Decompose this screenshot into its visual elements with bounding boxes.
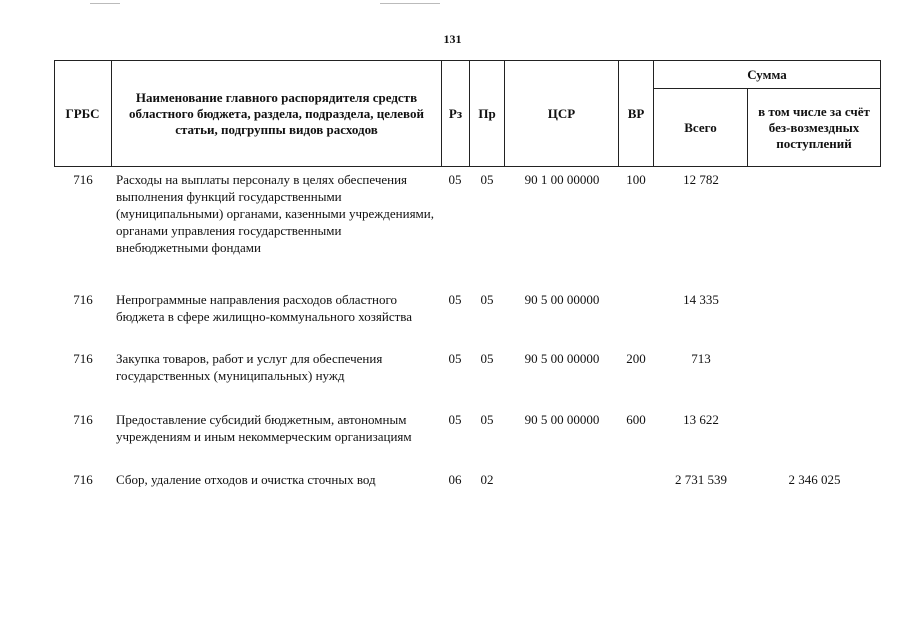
header-name: Наименование главного распорядителя средств областного бюджета, раздела, подраздела, целевой статьи, подгруппы видов расходов	[129, 89, 424, 137]
table-row	[54, 411, 881, 466]
cell-pr: 05	[480, 412, 494, 427]
cell-total: 2 731 539	[675, 472, 727, 487]
header-free: в том числе за счёт без-возмездных поступлений	[758, 103, 870, 151]
cell-csr: 90 1 00 00000	[524, 172, 600, 187]
cell-rz: 06	[448, 472, 462, 487]
cell-grbs: 716	[73, 412, 93, 427]
cell-name: Предоставление субсидий бюджетным, автономным учреждениям и иным некоммерческим организациям	[116, 412, 412, 444]
cell-rz: 05	[448, 292, 462, 307]
cell-vr: 100	[626, 172, 646, 187]
cell-grbs: 716	[73, 351, 93, 366]
cell-csr: 90 5 00 00000	[524, 412, 600, 427]
table-row	[54, 471, 881, 491]
header-grbs: ГРБС	[65, 105, 100, 121]
cell-grbs: 716	[73, 472, 93, 487]
cell-rz: 05	[448, 172, 462, 187]
header-pr: Пр	[478, 105, 496, 121]
cell-name: Непрограммные направления расходов областного бюджета в сфере жилищно-коммунального хозяйства	[116, 292, 413, 324]
scan-mark-top-center	[380, 3, 440, 4]
cell-name: Расходы на выплаты персоналу в целях обеспечения выполнения функций государственными (муниципальными) органами, казенными учреждениями, органами управления государственными внебюджетными фондами	[116, 172, 434, 255]
header-rz: Рз	[448, 105, 463, 121]
cell-total: 14 335	[683, 292, 719, 307]
cell-pr: 05	[480, 351, 494, 366]
scan-mark-top-left	[90, 3, 120, 4]
cell-name: Закупка товаров, работ и услуг для обеспечения государственных (муниципальных) нужд	[116, 351, 383, 383]
page-number: 131	[443, 32, 462, 46]
cell-grbs: 716	[73, 292, 93, 307]
table-row	[54, 171, 881, 281]
cell-rz: 05	[448, 412, 462, 427]
header-sum: Сумма	[747, 66, 787, 82]
cell-vr: 200	[626, 351, 646, 366]
header-vr: ВР	[627, 105, 645, 121]
cell-grbs: 716	[73, 172, 93, 187]
cell-total: 713	[691, 351, 711, 366]
table-row	[54, 350, 881, 400]
cell-pr: 05	[480, 292, 494, 307]
cell-free: 2 346 025	[788, 472, 841, 487]
table-header	[54, 60, 881, 167]
cell-csr: 90 5 00 00000	[524, 292, 600, 307]
cell-pr: 02	[480, 472, 494, 487]
cell-total: 12 782	[683, 172, 719, 187]
cell-name: Сбор, удаление отходов и очистка сточных вод	[116, 472, 376, 487]
cell-pr: 05	[480, 172, 494, 187]
table-row	[54, 291, 881, 346]
cell-rz: 05	[448, 351, 462, 366]
divider	[880, 61, 881, 166]
header-csr: ЦСР	[547, 105, 576, 121]
header-total: Всего	[684, 119, 717, 135]
cell-total: 13 622	[683, 412, 719, 427]
cell-csr: 90 5 00 00000	[524, 351, 600, 366]
cell-vr: 600	[626, 412, 646, 427]
